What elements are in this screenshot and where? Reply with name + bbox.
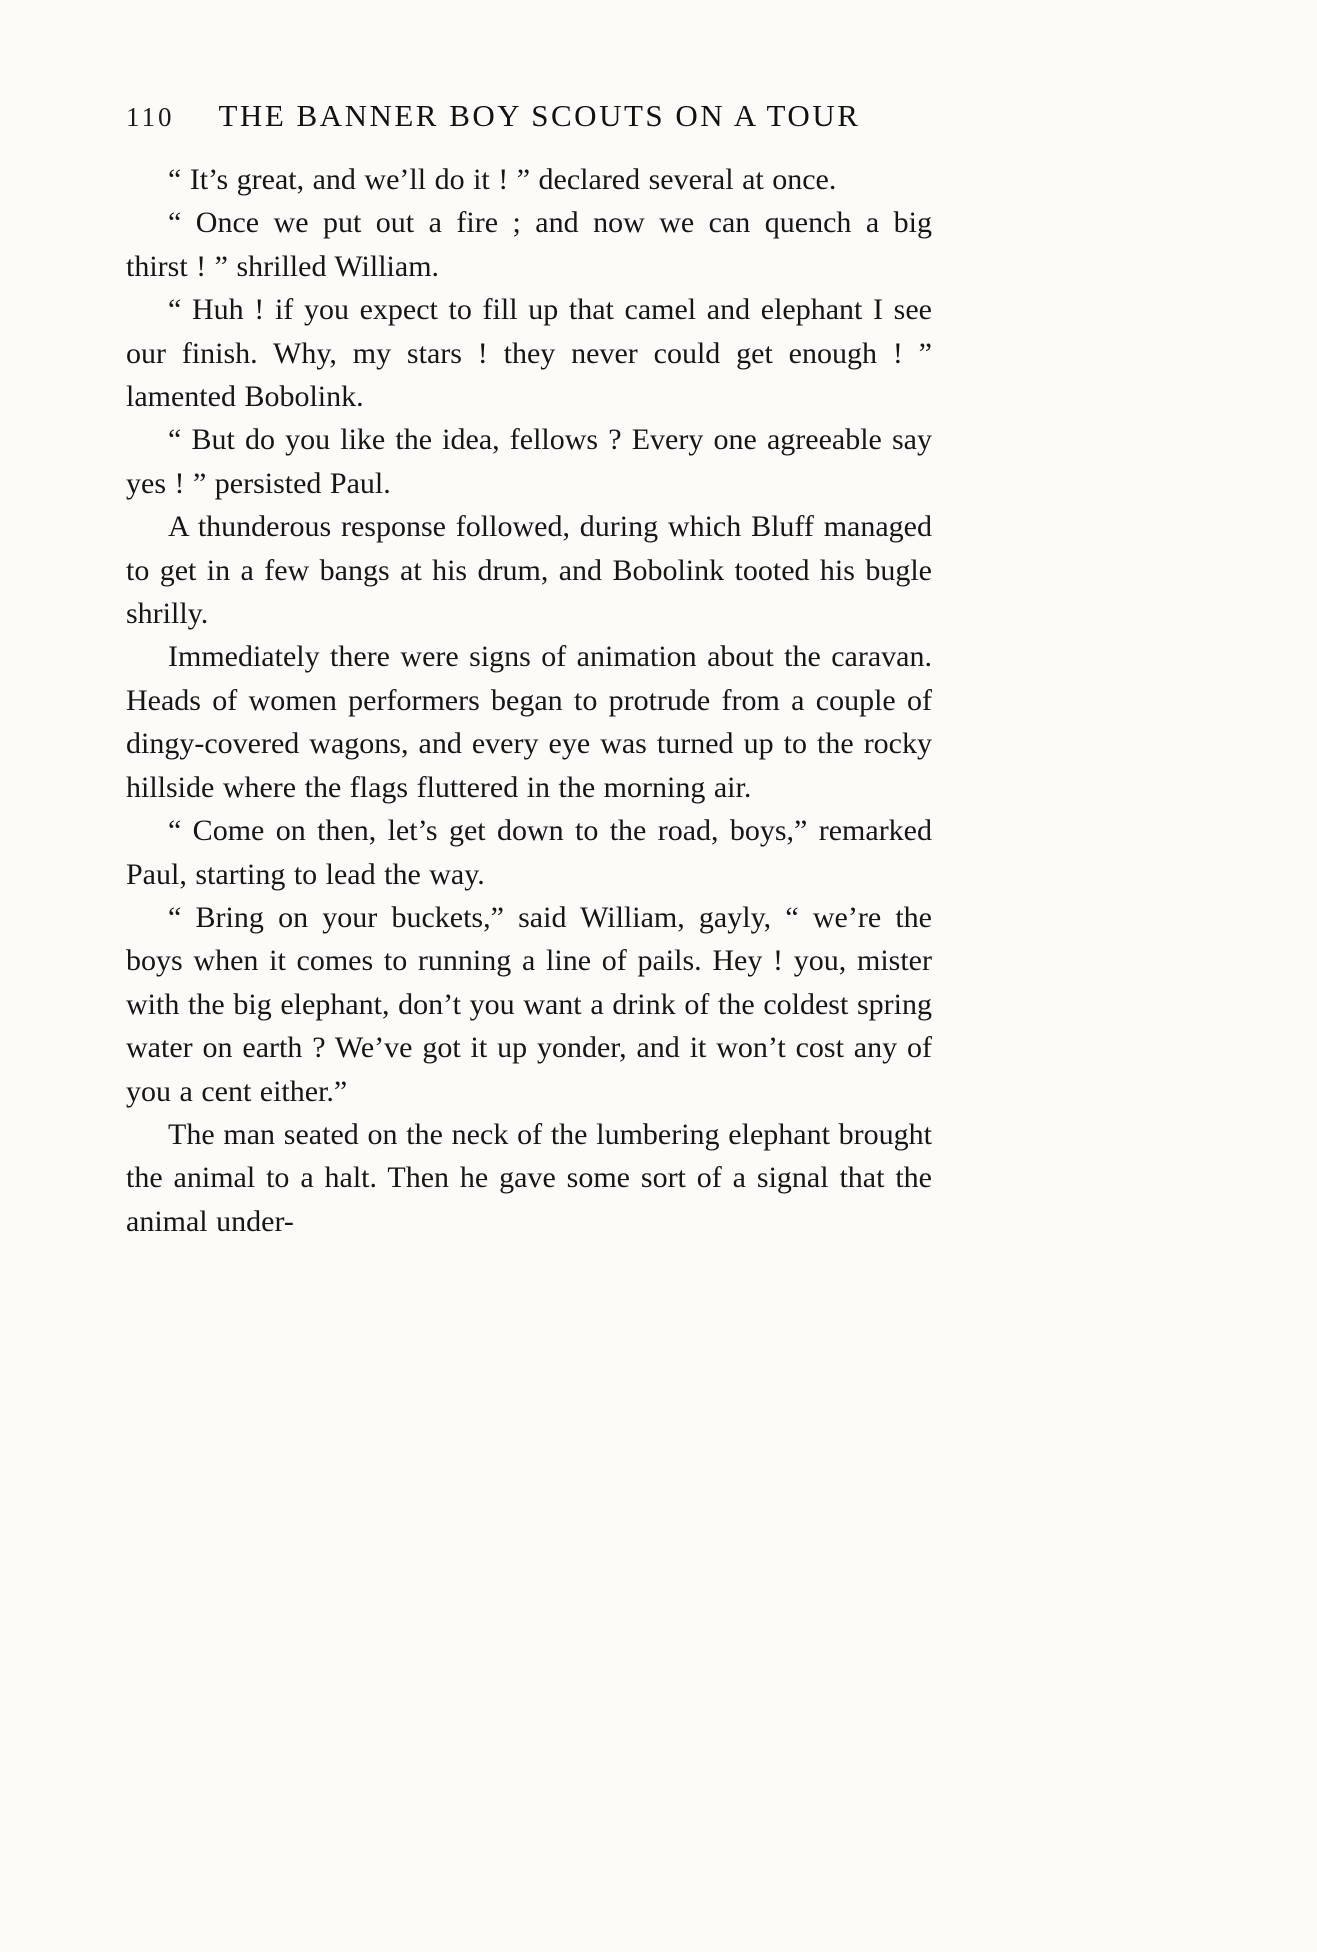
text-block	[126, 98, 932, 1243]
page-header	[126, 98, 932, 134]
paragraph: “ Come on then, let’s get down to the road, boys,” remarked Paul, starting to lead the way.	[126, 814, 932, 891]
paragraph: “ But do you like the idea, fellows ? Every one agreeable say yes ! ” persisted Paul.	[126, 423, 932, 500]
paragraph: “ Huh ! if you expect to fill up that camel and elephant I see our finish. Why, my stars ! they never could get enough ! ” lamented Bobolink.	[126, 293, 932, 414]
paragraph: Immediately there were signs of animation about the caravan. Heads of women performers began to protrude from a couple of dingy-covered wagons, and every eye was turned up to the rocky hillside where the flags fluttered in the morning air.	[126, 640, 932, 804]
paragraph: A thunderous response followed, during which Bluff managed to get in a few bangs at his drum, and Bobolink tooted his bugle shrilly.	[126, 510, 932, 631]
running-header-title: THE BANNER BOY SCOUTS ON A TOUR	[218, 98, 861, 133]
page-number: 110	[126, 102, 175, 132]
page-body-text	[126, 158, 932, 1243]
paragraph: The man seated on the neck of the lumbering elephant brought the animal to a halt. Then he gave some sort of a signal that the animal under-	[126, 1117, 932, 1238]
paragraph: “ It’s great, and we’ll do it ! ” declared several at once.	[168, 163, 837, 196]
paragraph: “ Once we put out a fire ; and now we can quench a big thirst ! ” shrilled William.	[126, 206, 932, 283]
paragraph: “ Bring on your buckets,” said William, gayly, “ we’re the boys when it comes to running a line of pails. Hey ! you, mister with the big elephant, don’t you want a drink of the coldest spring water on earth ? We’ve got it up yonder, and it won’t cost any of you a cent either.”	[126, 900, 932, 1108]
